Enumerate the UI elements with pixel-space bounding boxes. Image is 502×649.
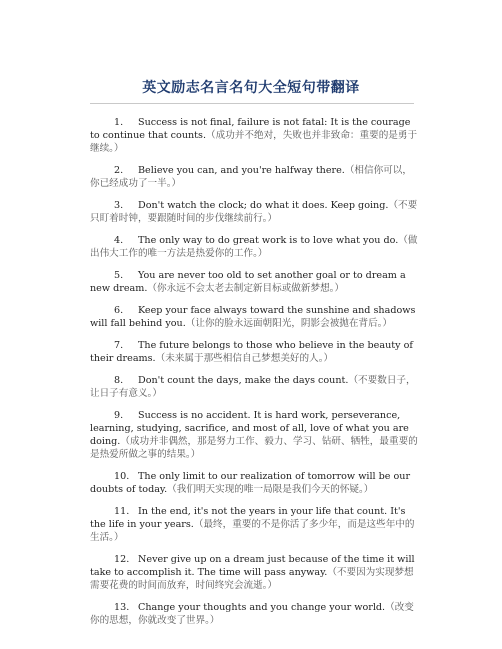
quote-english: In the end, it's not the years in your life that count. It's the life in your years. [90, 506, 406, 530]
quote-number: 5. [114, 270, 124, 281]
quote-chinese: （我们明天实现的唯一局限是我们今天的怀疑。） [167, 484, 374, 495]
quote-number: 2. [114, 165, 124, 176]
quote-number: 9. [114, 410, 124, 421]
quote-english: Don't watch the clock; do what it does. Keep going. [138, 200, 389, 211]
quote-chinese: （不要只盯着时钟，要跟随时间的步伐继续前行。） [90, 200, 418, 224]
quote-english: You are never too old to set another goal or to dream a new dream. [90, 270, 406, 294]
quote-item [90, 339, 420, 365]
quote-item [90, 164, 420, 190]
quote-chinese: （最终，重要的不是你活了多少年，而是这些年中的生活。） [90, 519, 415, 543]
quote-chinese: （成功并非偶然，那是努力工作、毅力、学习、钻研、牺牲，最重要的是热爱所做之事的结果。） [90, 436, 418, 460]
quote-item [90, 304, 420, 330]
quote-chinese: （不要数日子，让日子有意义。） [90, 375, 416, 399]
quote-chinese: （成功并不绝对，失败也并非致命：重要的是勇于继续。） [90, 130, 418, 154]
quote-chinese: （做出伟大工作的唯一方法是热爱你的工作。） [90, 235, 418, 259]
quote-item [90, 601, 420, 627]
quote-chinese: （你永远不会太老去制定新目标或做新梦想。） [147, 283, 345, 294]
quote-chinese: （改变你的思想，你就改变了世界。） [90, 602, 414, 626]
quote-chinese: （不要因为实现梦想需要花费的时间而放弃，时间终究会流逝。） [90, 567, 414, 591]
quote-number: 11. [114, 506, 130, 517]
quote-number: 10. [114, 471, 130, 482]
quote-english: Believe you can, and you're halfway there. [138, 165, 345, 176]
title-divider [90, 103, 414, 104]
quote-item [90, 234, 420, 260]
quote-number: 4. [114, 235, 124, 246]
quote-item [90, 505, 420, 544]
quote-number: 13. [114, 602, 130, 613]
quote-chinese: （让你的脸永远面朝阳光，阴影会被抛在背后。） [185, 318, 393, 329]
quote-item [90, 199, 420, 225]
quote-english: Keep your face always toward the sunshine and shadows will fall behind you. [90, 305, 416, 329]
quote-number: 12. [114, 554, 130, 565]
quote-chinese: （未来属于那些相信自己梦想美好的人。） [155, 353, 334, 364]
quote-english: Success is not final, failure is not fatal: It is the courage to continue that counts. [90, 117, 411, 141]
quote-english: Don't count the days, make the days count. [138, 375, 349, 386]
quote-english: The only limit to our realization of tomorrow will be our doubts of today. [90, 471, 411, 495]
quote-number: 1. [114, 117, 124, 128]
quote-english: The future belongs to those who believe in the beauty of their dreams. [90, 340, 413, 364]
quote-item [90, 553, 420, 592]
quote-item [90, 409, 420, 461]
quote-english: The only way to do great work is to love what you do. [138, 235, 399, 246]
quote-item [90, 470, 420, 496]
quote-number: 7. [114, 340, 124, 351]
quote-number: 6. [114, 305, 124, 316]
quote-english: Change your thoughts and you change your world. [138, 602, 386, 613]
quote-english: Success is no accident. It is hard work, perseverance, learning, studying, sacrifice, and most of all, love of what you are doing. [90, 410, 409, 447]
document-title: 英文励志名言名句大全短句带翻译 [142, 80, 360, 96]
quote-item [90, 116, 420, 155]
quote-number: 8. [114, 375, 124, 386]
quote-english: Never give up on a dream just because of the time it will take to accomplish it. The time will pass anyway. [90, 554, 415, 578]
quote-item [90, 374, 420, 400]
quote-chinese: （相信你可以，你已经成功了一半。） [90, 165, 412, 189]
quote-list [90, 116, 420, 636]
quote-item [90, 269, 420, 295]
quote-number: 3. [114, 200, 124, 211]
